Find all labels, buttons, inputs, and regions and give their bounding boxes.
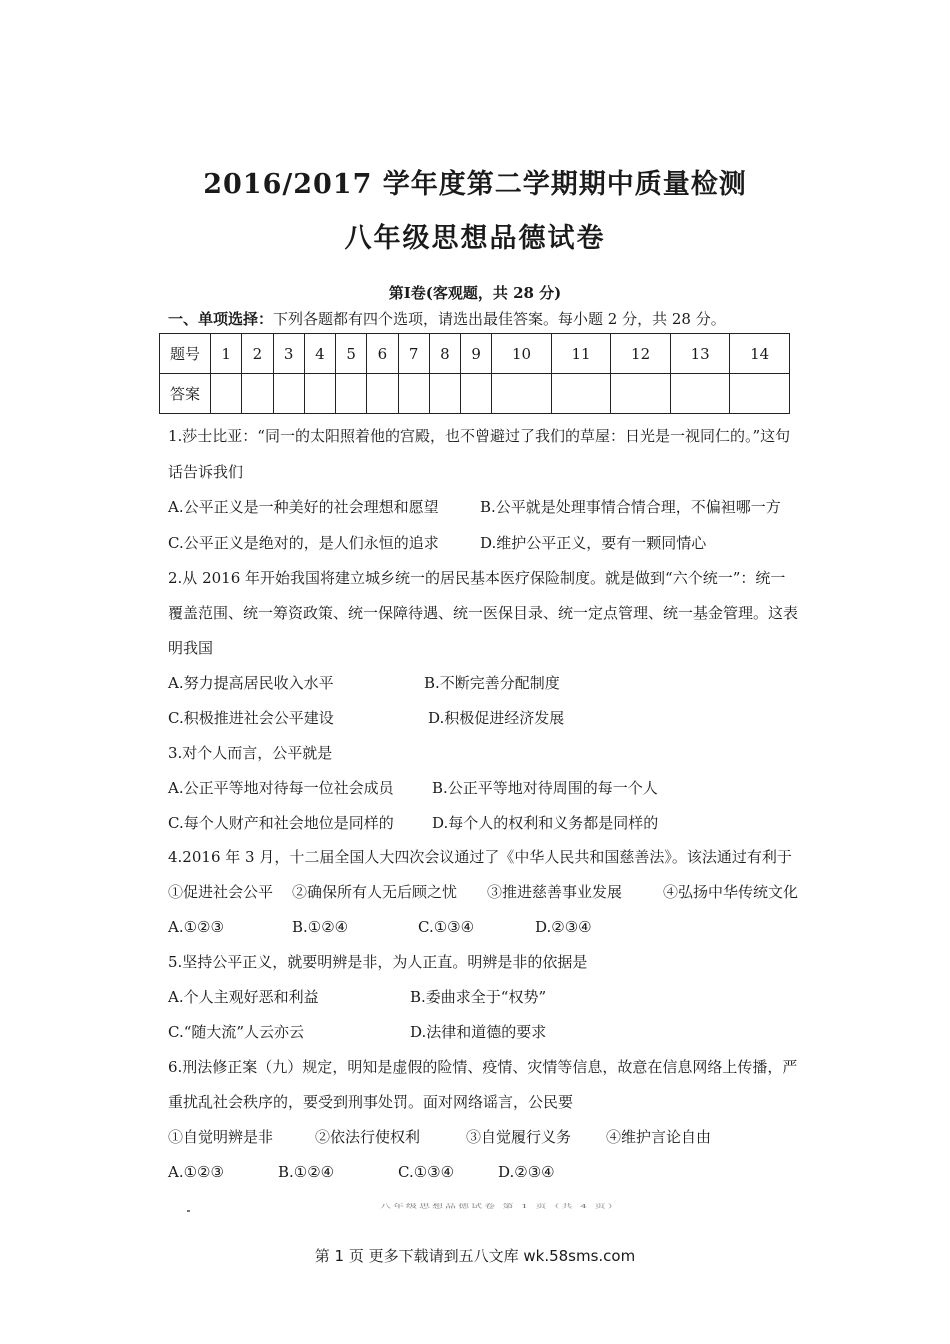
question-6-option-a: A.①②③ <box>168 1163 224 1181</box>
question-6-stem-line-2: 重扰乱社会秩序的，要受到刑事处罚。面对网络谣言，公民要 <box>168 1093 574 1111</box>
answer-cell <box>211 374 242 414</box>
answer-grid-number: 5 <box>336 334 367 374</box>
question-3-option-c: C.每个人财产和社会地位是同样的 <box>168 814 394 832</box>
answer-cell <box>730 374 790 414</box>
question-2-option-b: B.不断完善分配制度 <box>424 674 560 692</box>
exam-title: 2016/2017 学年度第二学期期中质量检测 <box>203 169 747 200</box>
answer-cell <box>670 374 730 414</box>
answer-grid-number-row <box>160 334 790 374</box>
question-6-option-d: D.②③④ <box>498 1163 555 1181</box>
part-heading: 第Ⅰ卷(客观题，共 28 分) <box>388 284 562 302</box>
question-2-option-c: C.积极推进社会公平建设 <box>168 709 334 727</box>
question-4-stem: 4.2016 年 3 月，十二届全国人大四次会议通过了《中华人民共和国慈善法》。该法通过有利于 <box>168 848 792 866</box>
answer-grid-number: 11 <box>551 334 611 374</box>
question-1-option-b: B.公平就是处理事情合情合理，不偏袒哪一方 <box>480 498 781 516</box>
answer-cell <box>273 374 304 414</box>
question-5-option-c: C.“随大流”人云亦云 <box>168 1023 305 1041</box>
question-6-item-1: ①自觉明辨是非 <box>168 1128 274 1146</box>
answer-grid-answer-row <box>160 374 790 414</box>
question-4-item-3: ③推进慈善事业发展 <box>487 883 623 901</box>
question-6-option-b: B.①②④ <box>278 1163 335 1181</box>
question-5-option-a: A.个人主观好恶和利益 <box>168 988 319 1006</box>
answer-grid-number: 9 <box>461 334 492 374</box>
question-1-stem-line-1: 1.莎士比亚：“同一的太阳照着他的宫殿，也不曾避过了我们的草屋：日光是一视同仁的。”这句 <box>168 427 791 445</box>
question-2-stem-line-3: 明我国 <box>168 639 214 657</box>
question-3-option-d: D.每个人的权利和义务都是同样的 <box>432 814 659 832</box>
answer-grid-number: 2 <box>242 334 273 374</box>
answer-cell <box>611 374 671 414</box>
answer-grid <box>159 333 790 414</box>
answer-grid-number: 10 <box>492 334 552 374</box>
question-2-stem-line-2: 覆盖范围、统一筹资政策、统一保障待遇、统一医保目录、统一定点管理、统一基金管理。这表 <box>168 604 799 622</box>
answer-cell <box>492 374 552 414</box>
question-2-stem-line-1: 2.从 2016 年开始我国将建立城乡统一的居民基本医疗保险制度。就是做到“六个统一”：统一 <box>168 569 786 587</box>
question-6-option-c: C.①③④ <box>398 1163 455 1181</box>
question-2-option-d: D.积极促进经济发展 <box>428 709 565 727</box>
answer-grid-number: 13 <box>670 334 730 374</box>
answer-grid-number: 14 <box>730 334 790 374</box>
question-6-item-4: ④维护言论自由 <box>606 1128 712 1146</box>
answer-cell <box>304 374 335 414</box>
question-3-stem: 3.对个人而言，公平就是 <box>168 744 333 762</box>
answer-grid-number: 3 <box>273 334 304 374</box>
answer-cell <box>242 374 273 414</box>
question-4-option-c: C.①③④ <box>418 918 475 936</box>
scanned-page-footer: 八年级思想品德试卷 第 1 页（共 4 页） <box>380 1203 621 1210</box>
answer-grid-row-label: 题号 <box>160 334 211 374</box>
question-4-item-1: ①促进社会公平 <box>168 883 274 901</box>
question-4-option-a: A.①②③ <box>168 918 224 936</box>
answer-cell <box>429 374 460 414</box>
answer-cell <box>551 374 611 414</box>
question-4-option-b: B.①②④ <box>292 918 349 936</box>
answer-cell <box>461 374 492 414</box>
scan-artifact <box>187 1210 190 1212</box>
question-6-item-3: ③自觉履行义务 <box>466 1128 572 1146</box>
question-2-option-a: A.努力提高居民收入水平 <box>168 674 334 692</box>
answer-grid-number: 4 <box>304 334 335 374</box>
question-4-option-d: D.②③④ <box>535 918 592 936</box>
question-3-option-b: B.公正平等地对待周围的每一个人 <box>432 779 658 797</box>
answer-grid-row-label: 答案 <box>160 374 211 414</box>
answer-grid-number: 8 <box>429 334 460 374</box>
question-4-item-2: ②确保所有人无后顾之忧 <box>292 883 458 901</box>
question-4-item-4: ④弘扬中华传统文化 <box>663 883 799 901</box>
answer-cell <box>336 374 367 414</box>
question-1-stem-line-2: 话告诉我们 <box>168 463 244 481</box>
section-instruction <box>168 308 726 329</box>
question-1-option-c: C.公平正义是绝对的，是人们永恒的追求 <box>168 534 439 552</box>
exam-subtitle: 八年级思想品德试卷 <box>344 223 606 254</box>
question-1-option-d: D.维护公平正义，要有一颗同情心 <box>480 534 707 552</box>
answer-grid-number: 6 <box>367 334 398 374</box>
section-instruction-text: 下列各题都有四个选项，请选出最佳答案。每小题 2 分，共 28 分。 <box>273 310 726 328</box>
answer-cell <box>398 374 429 414</box>
answer-grid-number: 1 <box>211 334 242 374</box>
answer-grid-number: 7 <box>398 334 429 374</box>
section-label: 一、单项选择： <box>168 310 274 328</box>
question-6-item-2: ②依法行使权利 <box>315 1128 421 1146</box>
question-5-option-b: B.委曲求全于“权势” <box>410 988 547 1006</box>
answer-cell <box>367 374 398 414</box>
question-1-option-a: A.公平正义是一种美好的社会理想和愿望 <box>168 498 439 516</box>
question-6-stem-line-1: 6.刑法修正案（九）规定，明知是虚假的险情、疫情、灾情等信息，故意在信息网络上传播，严 <box>168 1058 798 1076</box>
question-3-option-a: A.公正平等地对待每一位社会成员 <box>168 779 394 797</box>
download-footer: 第 1 页 更多下载请到五八文库 wk.58sms.com <box>314 1247 636 1265</box>
question-5-stem: 5.坚持公平正义，就要明辨是非，为人正直。明辨是非的依据是 <box>168 953 588 971</box>
question-5-option-d: D.法律和道德的要求 <box>410 1023 547 1041</box>
answer-grid-number: 12 <box>611 334 671 374</box>
